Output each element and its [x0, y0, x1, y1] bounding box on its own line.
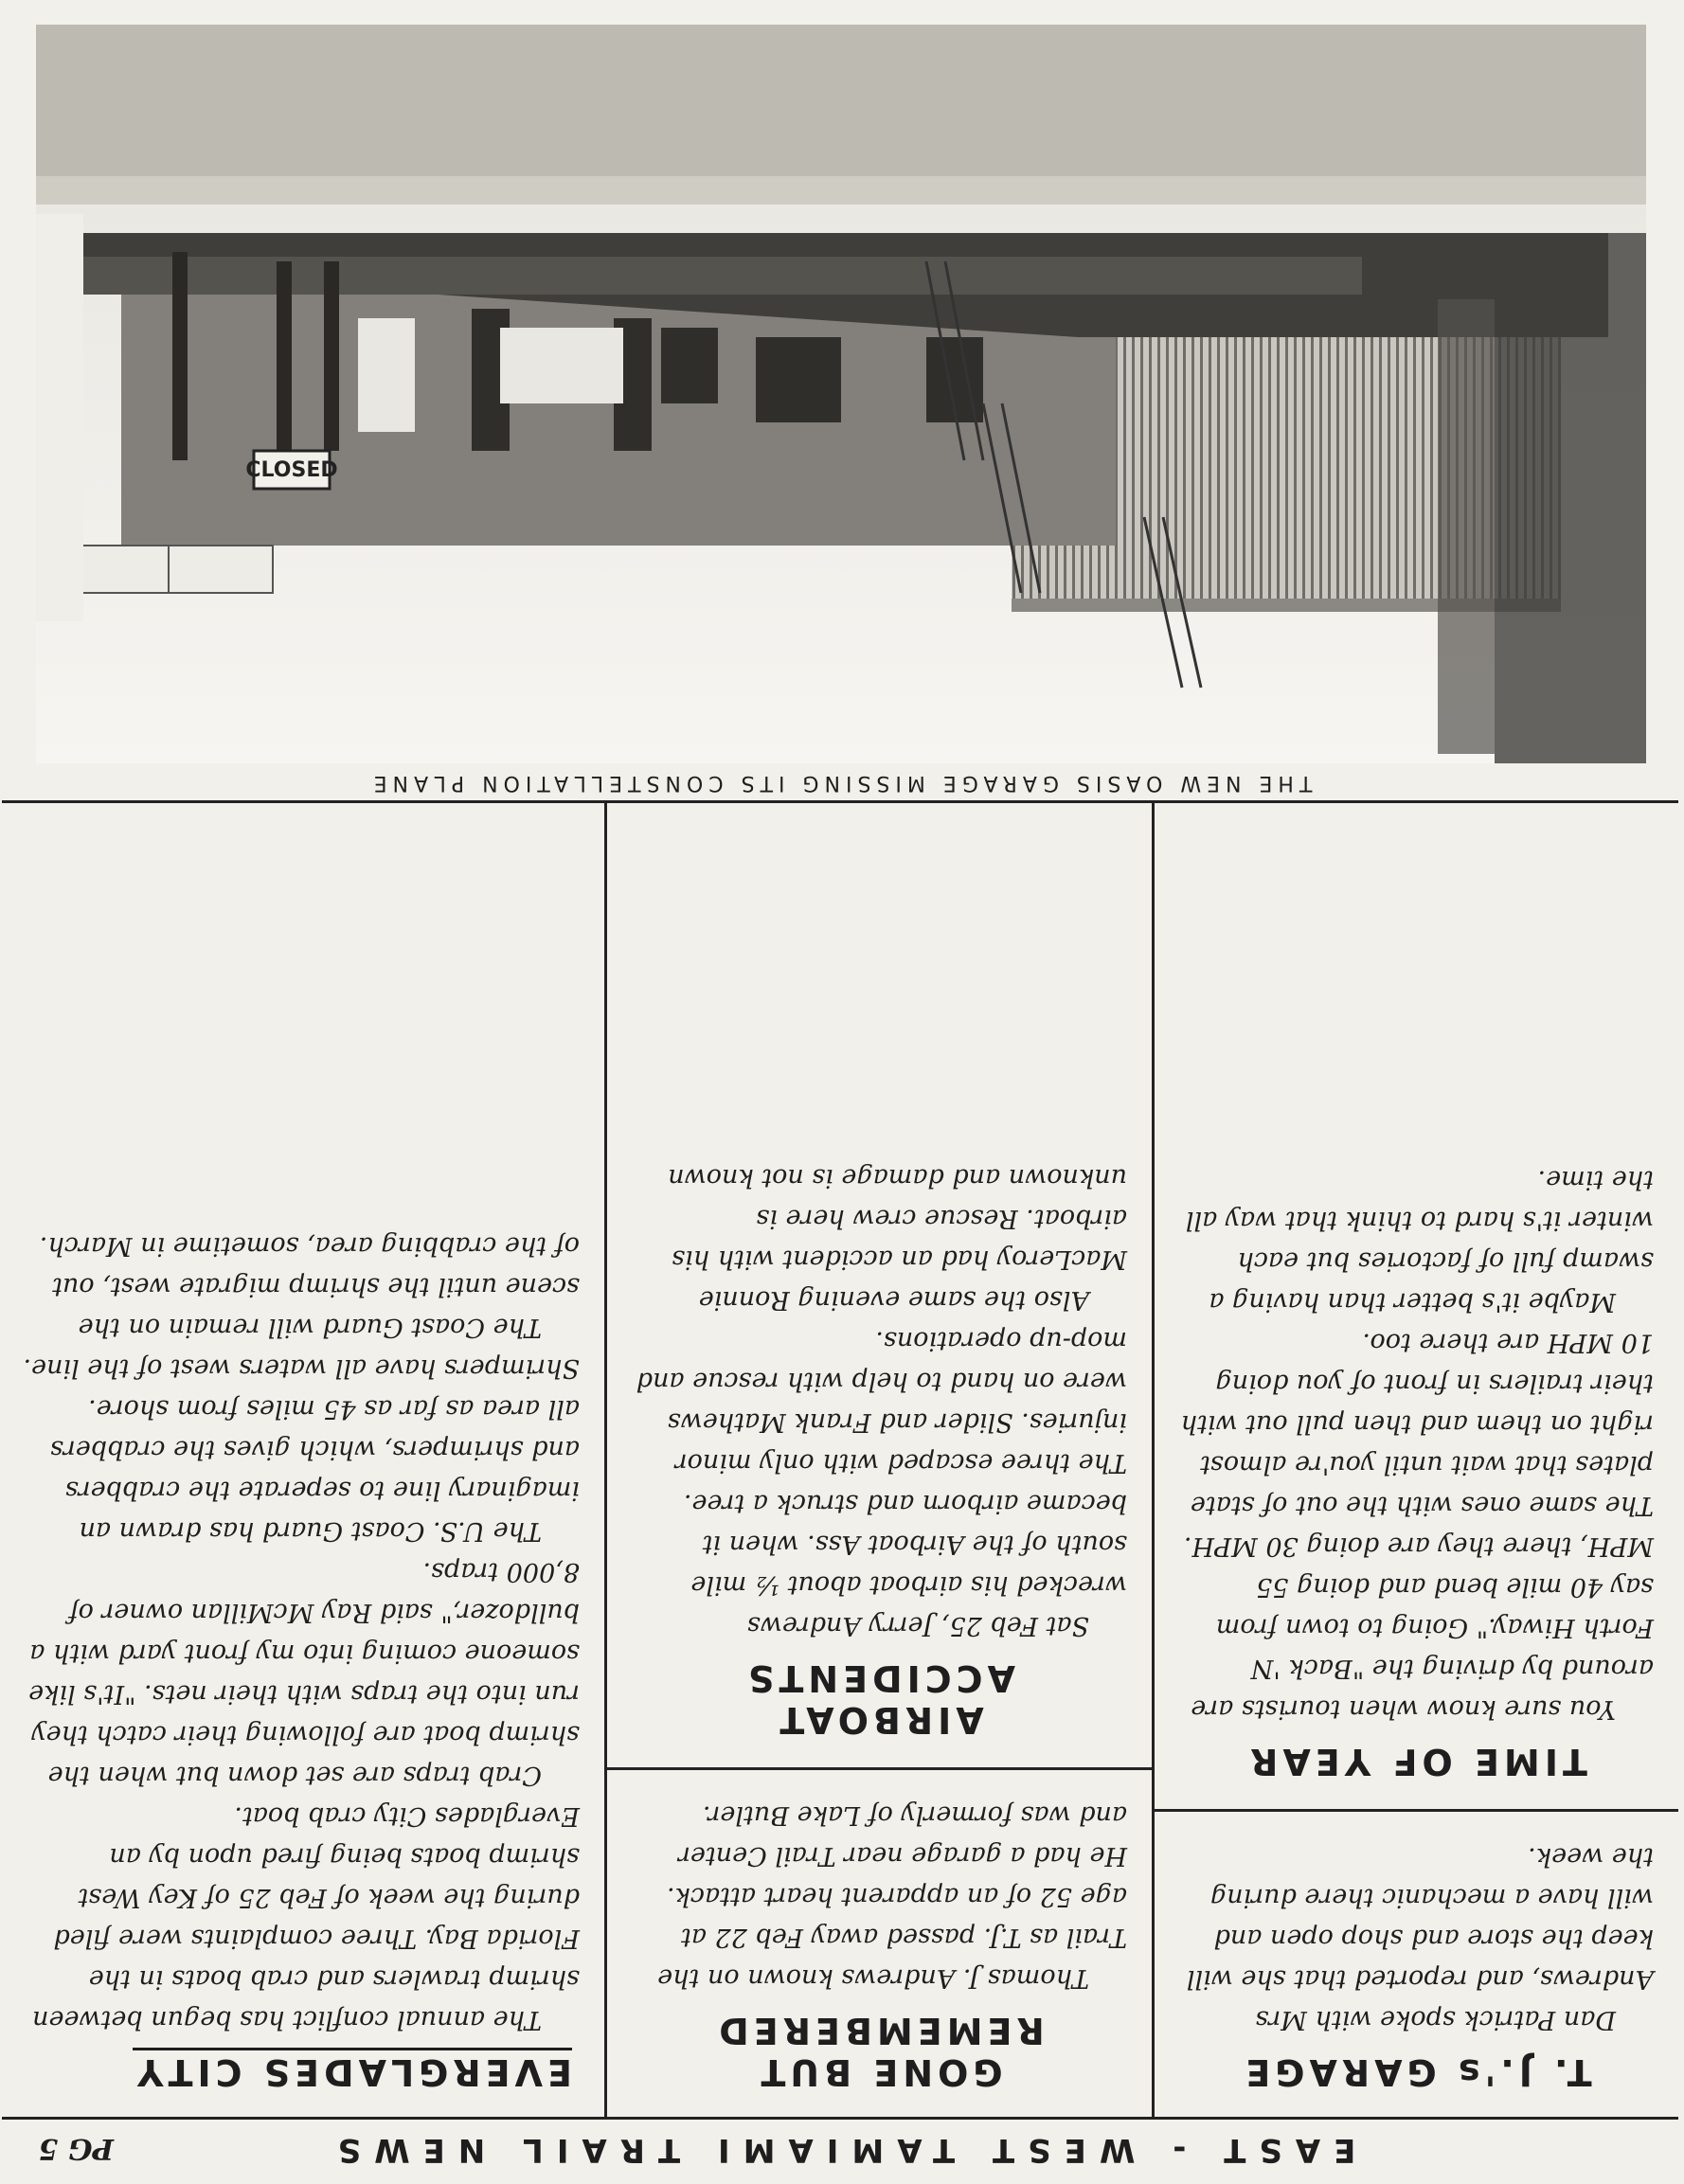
- headline-tj-garage: T. J.'s GARAGE: [1241, 2051, 1592, 2093]
- column-gone-but-remembered: [604, 803, 1152, 2120]
- section-divider: [607, 1767, 1152, 1770]
- photo-caption: THE NEW OASIS GARAGE MISSING ITS CONSTELLATION PLANE: [367, 771, 1313, 795]
- masthead: [2, 2117, 1678, 2178]
- article-airboat-body: Sat Feb 25, Jerry Andrews wrecked his airboat about ½ mile south of the Airboat Ass. when it became airborn and struck a tree. The three escaped with only minor injuries. Slider and Frank Mathews were on hand to help with rescue and mop-up operations.: [636, 1326, 1127, 1640]
- article-everglades-paragraph: Crab traps are set down but when the shrimp boat are following their catch they run into the traps with their nets. "It's like someone coming into my front yard with a bulldozer," said Ray McMillan owner of 8,000 traps.: [28, 1557, 580, 1790]
- article-obituary-body: Thomas J. Andrews known on the Trail as T.J. passed away Feb 22 at age 52 of an apparent heart attack. He had a garage near Trail Center and was formerly of Lake Butler.: [657, 1800, 1127, 1993]
- section-divider: [1155, 1809, 1678, 1812]
- page-number: PG 5: [38, 2132, 114, 2165]
- newspaper-title: EAST - WEST TAMIAMI TRAIL NEWS: [324, 2131, 1356, 2169]
- headline-airboat-accidents: AIRBOAT ACCIDENTS: [743, 1657, 1015, 1741]
- garage-photograph: [36, 25, 1646, 763]
- article-tj-garage-body: Dan Patrick spoke with Mrs Andrews, and reported that she will keep the store and shop open and will have a mechanic there during the week.: [1186, 1842, 1654, 2034]
- article-airboat-body-2: Also the same evening Ronnie MacLeroy had an accident with his airboat. Rescue crew here is unknown and damage is not known: [668, 1163, 1127, 1315]
- article-time-of-year-body-2: Maybe it's better than having a swamp full of factories but each winter it's hard to think that way all the time.: [1185, 1165, 1654, 1316]
- photo-caption-bar: [2, 762, 1678, 803]
- garage-photo-illustration: [36, 25, 1646, 763]
- column-everglades-city: [0, 803, 604, 2120]
- headline-gone-but-remembered: GONE BUT REMEMBERED: [714, 2010, 1045, 2093]
- article-everglades-paragraph: The U.S. Coast Guard has drawn an imaginary line to seperate the crabbers and shrimpers, which gives the crabbers all area as far as 45 miles from shore. Shrimpers have all waters west of the line.: [23, 1353, 580, 1546]
- headline-time-of-year: TIME OF YEAR: [1245, 1741, 1587, 1782]
- article-time-of-year-body: You sure know when tourists are around by driving the "Back 'N Forth Hiway." Going to town from say 40 mile bend and doing 55 MPH, there they are doing 30 MPH. The same ones with the out of state plates that wait until you're almost right on them and then pull out with their trailers in front of you doing 10 MPH are there too.: [1180, 1328, 1654, 1724]
- column-tj-garage: [1152, 803, 1678, 2120]
- article-everglades-paragraph: The annual conflict has begun between shrimp trawlers and crab boats in the Florida Bay. Three complaints were filed during the week of Feb 25 of Key West shrimp boats being fired upon by an Everglades City crab boat.: [32, 1801, 580, 2034]
- article-everglades-paragraph: The Coast Guard will remain on the scene until the shrimp migrate west, out of the crabbing area, sometime in March.: [39, 1231, 580, 1342]
- headline-everglades-city: EVERGLADES CITY: [133, 2051, 572, 2093]
- closed-sign-text: CLOSED: [245, 458, 338, 482]
